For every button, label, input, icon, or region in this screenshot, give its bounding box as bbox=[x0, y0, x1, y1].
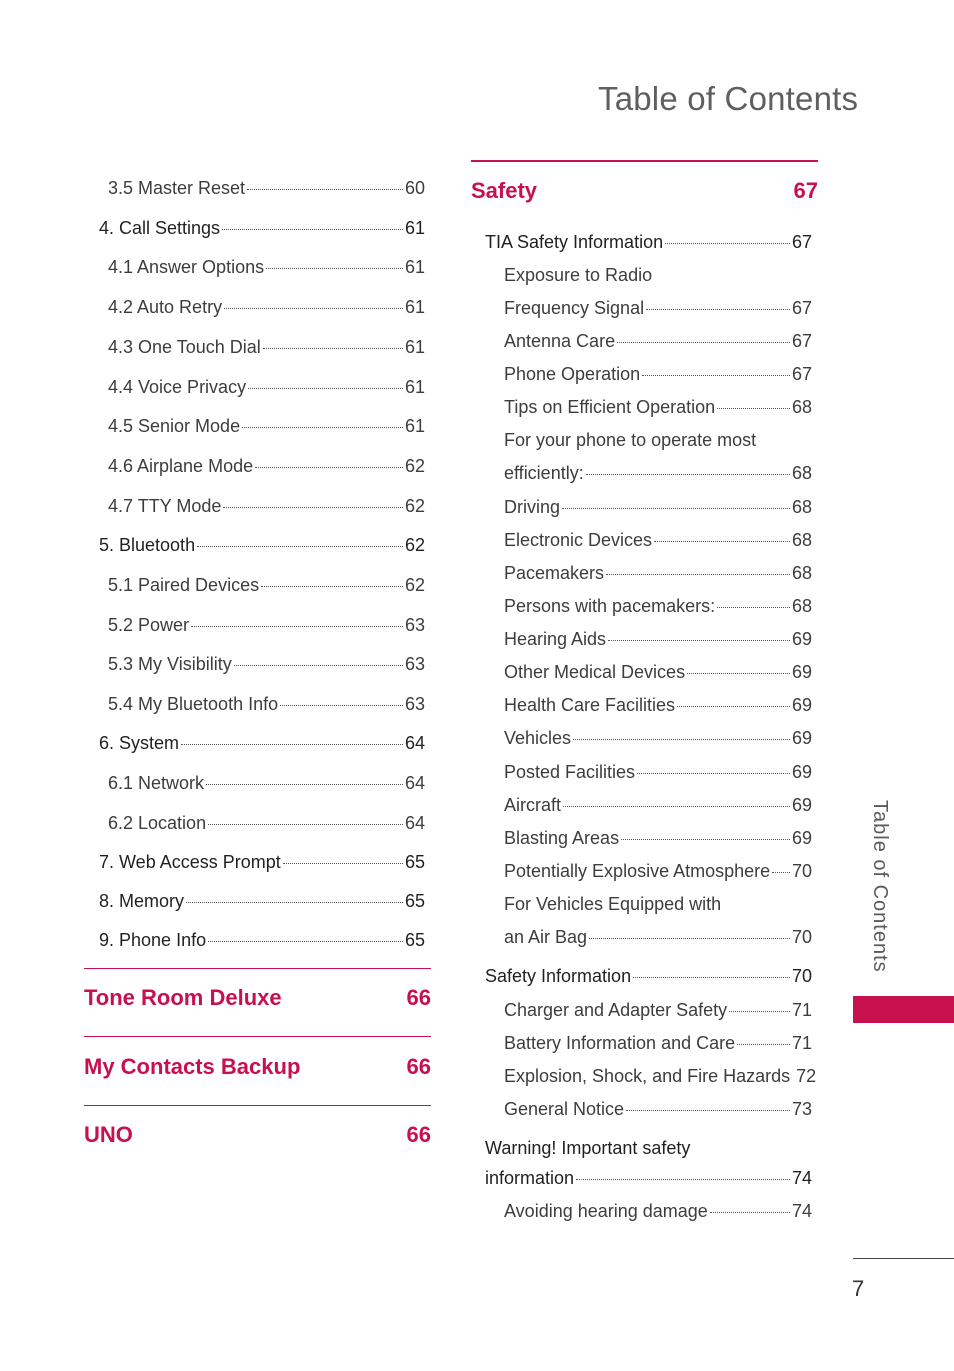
toc-entry-title: Aircraft bbox=[504, 795, 562, 815]
dot-leader bbox=[562, 508, 790, 509]
toc-entry[interactable] bbox=[99, 890, 425, 912]
dot-leader bbox=[621, 839, 790, 840]
toc-entry[interactable] bbox=[485, 1167, 812, 1189]
toc-entry[interactable] bbox=[504, 297, 812, 319]
dot-leader bbox=[642, 375, 790, 376]
toc-entry[interactable] bbox=[108, 693, 425, 715]
toc-entry-page: 60 bbox=[404, 178, 425, 198]
toc-section-my-contacts-backup[interactable] bbox=[84, 1053, 431, 1081]
section-divider bbox=[84, 1036, 431, 1037]
toc-entry-page: 67 bbox=[791, 331, 812, 351]
toc-entry-page: 70 bbox=[791, 966, 812, 986]
dot-leader bbox=[737, 1044, 790, 1045]
toc-entry-page: 61 bbox=[404, 257, 425, 277]
toc-entry-page: 73 bbox=[791, 1099, 812, 1119]
toc-entry[interactable] bbox=[504, 595, 812, 617]
dot-leader bbox=[208, 824, 403, 825]
toc-entry-line bbox=[504, 429, 812, 451]
dot-leader bbox=[266, 268, 403, 269]
toc-entry-title: Hearing Aids bbox=[504, 629, 607, 649]
dot-leader bbox=[234, 665, 403, 666]
toc-entry-page: 63 bbox=[404, 615, 425, 635]
toc-entry[interactable] bbox=[108, 653, 425, 675]
toc-entry-title: Charger and Adapter Safety bbox=[504, 1000, 728, 1020]
toc-entry-page: 69 bbox=[791, 828, 812, 848]
section-page: 67 bbox=[793, 178, 818, 203]
toc-section-uno[interactable] bbox=[84, 1121, 431, 1149]
dot-leader bbox=[242, 427, 403, 428]
section-divider bbox=[84, 1105, 431, 1106]
toc-entry[interactable] bbox=[108, 455, 425, 477]
toc-section-safety[interactable] bbox=[471, 177, 818, 205]
toc-entry[interactable] bbox=[504, 1032, 812, 1054]
toc-entry-page: 62 bbox=[404, 535, 425, 555]
toc-entry-title: Health Care Facilities bbox=[504, 695, 676, 715]
toc-entry-title: 4.3 One Touch Dial bbox=[108, 337, 261, 357]
section-divider bbox=[84, 968, 431, 969]
toc-entry-page: 68 bbox=[791, 596, 812, 616]
section-title: My Contacts Backup bbox=[84, 1054, 301, 1079]
toc-entry-title: Tips on Efficient Operation bbox=[504, 397, 716, 417]
toc-entry-page: 68 bbox=[791, 530, 812, 550]
toc-entry[interactable] bbox=[99, 534, 425, 556]
toc-entry-page: 69 bbox=[791, 728, 812, 748]
toc-entry-title: information bbox=[485, 1168, 575, 1188]
section-title: Safety bbox=[471, 178, 538, 203]
toc-entry-title: Pacemakers bbox=[504, 563, 605, 583]
dot-leader bbox=[191, 626, 403, 627]
toc-entry-title: 3.5 Master Reset bbox=[108, 178, 246, 198]
toc-entry[interactable] bbox=[504, 926, 812, 948]
toc-entry[interactable] bbox=[504, 999, 812, 1021]
toc-entry-page: 62 bbox=[404, 456, 425, 476]
toc-entry-page: 65 bbox=[404, 930, 425, 950]
toc-entry-page: 68 bbox=[791, 463, 812, 483]
toc-entry-page: 61 bbox=[404, 377, 425, 397]
toc-entry-title: Potentially Explosive Atmosphere bbox=[504, 861, 771, 881]
toc-entry[interactable] bbox=[108, 772, 425, 794]
dot-leader bbox=[646, 309, 790, 310]
dot-leader bbox=[280, 705, 403, 706]
dot-leader bbox=[206, 784, 403, 785]
dot-leader bbox=[263, 348, 403, 349]
toc-entry-page: 71 bbox=[791, 1033, 812, 1053]
toc-entry[interactable] bbox=[108, 256, 425, 278]
toc-entry-title: Persons with pacemakers: bbox=[504, 596, 716, 616]
dot-leader bbox=[576, 1179, 790, 1180]
dot-leader bbox=[677, 706, 790, 707]
toc-entry[interactable] bbox=[504, 628, 812, 650]
toc-entry[interactable] bbox=[108, 495, 425, 517]
toc-entry[interactable] bbox=[99, 851, 425, 873]
toc-entry-title: 6. System bbox=[99, 733, 180, 753]
toc-entry-title: For your phone to operate most bbox=[504, 430, 757, 450]
toc-entry-title: 4.4 Voice Privacy bbox=[108, 377, 247, 397]
toc-entry-title: 8. Memory bbox=[99, 891, 185, 911]
dot-leader bbox=[626, 1110, 790, 1111]
footer-divider bbox=[853, 1258, 954, 1259]
toc-entry-title: 5.2 Power bbox=[108, 615, 190, 635]
toc-entry[interactable] bbox=[504, 496, 812, 518]
dot-leader bbox=[687, 673, 790, 674]
toc-entry-title: Warning! Important safety bbox=[485, 1138, 691, 1158]
section-divider bbox=[471, 160, 818, 162]
dot-leader bbox=[717, 607, 790, 608]
dot-leader bbox=[197, 546, 403, 547]
toc-entry-page: 74 bbox=[791, 1201, 812, 1221]
dot-leader bbox=[186, 902, 403, 903]
page-number: 7 bbox=[852, 1276, 865, 1301]
toc-entry-page: 61 bbox=[404, 297, 425, 317]
toc-entry[interactable] bbox=[108, 336, 425, 358]
dot-leader bbox=[589, 938, 790, 939]
toc-entry[interactable] bbox=[504, 860, 812, 882]
toc-entry-page: 62 bbox=[404, 575, 425, 595]
toc-entry-page: 69 bbox=[791, 795, 812, 815]
toc-entry-title: Frequency Signal bbox=[504, 298, 645, 318]
toc-section-tone-room-deluxe[interactable] bbox=[84, 984, 431, 1012]
toc-entry-title: 9. Phone Info bbox=[99, 930, 207, 950]
toc-entry[interactable] bbox=[108, 574, 425, 596]
toc-entry[interactable] bbox=[108, 296, 425, 318]
toc-entry[interactable] bbox=[108, 812, 425, 834]
toc-entry-title: Explosion, Shock, and Fire Hazards bbox=[504, 1066, 791, 1086]
dot-leader bbox=[710, 1212, 790, 1213]
dot-leader bbox=[729, 1011, 790, 1012]
toc-entry-page: 63 bbox=[404, 694, 425, 714]
side-tab-marker bbox=[853, 996, 954, 1023]
toc-entry-title: 5.1 Paired Devices bbox=[108, 575, 260, 595]
section-title: Tone Room Deluxe bbox=[84, 985, 282, 1010]
dot-leader bbox=[248, 388, 403, 389]
toc-entry-line bbox=[485, 1137, 812, 1159]
toc-entry[interactable] bbox=[504, 462, 812, 484]
toc-entry[interactable] bbox=[504, 661, 812, 683]
toc-entry[interactable] bbox=[504, 330, 812, 352]
toc-entry[interactable] bbox=[108, 376, 425, 398]
toc-entry-title: 5. Bluetooth bbox=[99, 535, 196, 555]
toc-entry[interactable] bbox=[108, 415, 425, 437]
toc-entry-title: 7. Web Access Prompt bbox=[99, 852, 281, 872]
toc-entry[interactable] bbox=[504, 761, 812, 783]
toc-entry-page: 61 bbox=[404, 337, 425, 357]
toc-entry-title: 4. Call Settings bbox=[99, 218, 221, 238]
dot-leader bbox=[586, 474, 790, 475]
toc-entry-title: Blasting Areas bbox=[504, 828, 620, 848]
toc-entry[interactable] bbox=[108, 614, 425, 636]
side-tab-label: Table of Contents bbox=[869, 800, 891, 973]
toc-entry-page: 67 bbox=[791, 232, 812, 252]
dot-leader bbox=[606, 574, 790, 575]
toc-entry-title: Electronic Devices bbox=[504, 530, 653, 550]
toc-entry-title: 5.3 My Visibility bbox=[108, 654, 232, 674]
toc-entry-title: Safety Information bbox=[485, 966, 632, 986]
toc-entry-title: Battery Information and Care bbox=[504, 1033, 736, 1053]
toc-entry[interactable] bbox=[504, 794, 812, 816]
toc-entry[interactable] bbox=[504, 363, 812, 385]
toc-entry[interactable] bbox=[504, 1098, 812, 1120]
dot-leader bbox=[222, 229, 403, 230]
toc-entry-title: Vehicles bbox=[504, 728, 572, 748]
toc-entry-page: 64 bbox=[404, 733, 425, 753]
toc-entry[interactable] bbox=[504, 727, 812, 749]
dot-leader bbox=[261, 586, 403, 587]
toc-entry[interactable] bbox=[99, 732, 425, 754]
toc-entry-title: 6.2 Location bbox=[108, 813, 207, 833]
toc-entry[interactable] bbox=[99, 217, 425, 239]
dot-leader bbox=[247, 189, 403, 190]
toc-entry-page: 71 bbox=[791, 1000, 812, 1020]
toc-entry-page: 61 bbox=[404, 416, 425, 436]
toc-entry[interactable] bbox=[504, 396, 812, 418]
toc-entry-page: 70 bbox=[791, 927, 812, 947]
section-page: 66 bbox=[406, 1054, 431, 1079]
dot-leader bbox=[224, 308, 403, 309]
toc-entry[interactable] bbox=[504, 1200, 812, 1222]
dot-leader bbox=[223, 507, 403, 508]
toc-entry-page: 69 bbox=[791, 662, 812, 682]
toc-entry[interactable] bbox=[108, 177, 425, 199]
toc-entry-title: For Vehicles Equipped with bbox=[504, 894, 722, 914]
toc-entry-page: 65 bbox=[404, 852, 425, 872]
section-page: 66 bbox=[406, 985, 431, 1010]
toc-entry-page: 69 bbox=[791, 629, 812, 649]
section-page: 66 bbox=[406, 1122, 431, 1147]
toc-entry-title: 6.1 Network bbox=[108, 773, 205, 793]
dot-leader bbox=[573, 739, 790, 740]
page-title: Table of Contents bbox=[598, 80, 859, 117]
toc-entry-title: 5.4 My Bluetooth Info bbox=[108, 694, 279, 714]
toc-entry[interactable] bbox=[485, 965, 812, 987]
dot-leader bbox=[208, 941, 403, 942]
toc-entry-title: Exposure to Radio bbox=[504, 265, 653, 285]
toc-entry-page: 64 bbox=[404, 813, 425, 833]
toc-entry-title: TIA Safety Information bbox=[485, 232, 664, 252]
toc-entry-title: an Air Bag bbox=[504, 927, 588, 947]
toc-entry-title: 4.2 Auto Retry bbox=[108, 297, 223, 317]
dot-leader bbox=[637, 773, 790, 774]
toc-entry-title: Driving bbox=[504, 497, 561, 517]
dot-leader bbox=[181, 744, 403, 745]
toc-entry[interactable] bbox=[485, 231, 812, 253]
dot-leader bbox=[283, 863, 403, 864]
toc-entry[interactable] bbox=[99, 929, 425, 951]
toc-entry-title: Phone Operation bbox=[504, 364, 641, 384]
toc-entry-title: 4.7 TTY Mode bbox=[108, 496, 222, 516]
toc-entry-title: Other Medical Devices bbox=[504, 662, 686, 682]
toc-entry-page: 63 bbox=[404, 654, 425, 674]
toc-entry[interactable] bbox=[504, 562, 812, 584]
dot-leader bbox=[633, 977, 790, 978]
dot-leader bbox=[654, 541, 790, 542]
toc-entry-page: 61 bbox=[404, 218, 425, 238]
toc-entry-page: 68 bbox=[791, 563, 812, 583]
toc-entry[interactable] bbox=[504, 529, 812, 551]
dot-leader bbox=[717, 408, 790, 409]
toc-entry-title: 4.6 Airplane Mode bbox=[108, 456, 254, 476]
toc-entry-page: 68 bbox=[791, 497, 812, 517]
toc-entry-title: Antenna Care bbox=[504, 331, 616, 351]
toc-entry-title: 4.1 Answer Options bbox=[108, 257, 265, 277]
toc-entry-page: 72 bbox=[796, 1066, 817, 1086]
toc-entry-page: 65 bbox=[404, 891, 425, 911]
toc-entry-page: 64 bbox=[404, 773, 425, 793]
toc-entry[interactable] bbox=[504, 694, 812, 716]
toc-entry-page: 69 bbox=[791, 695, 812, 715]
dot-leader bbox=[772, 872, 790, 873]
toc-entry-line bbox=[504, 264, 812, 286]
toc-entry-line bbox=[504, 893, 812, 915]
toc-entry-page: 68 bbox=[791, 397, 812, 417]
dot-leader bbox=[608, 640, 790, 641]
toc-entry-title: General Notice bbox=[504, 1099, 625, 1119]
toc-entry[interactable] bbox=[504, 827, 812, 849]
dot-leader bbox=[563, 806, 790, 807]
toc-entry-page: 67 bbox=[791, 298, 812, 318]
toc-entry-page: 67 bbox=[791, 364, 812, 384]
toc-entry-title: Posted Facilities bbox=[504, 762, 636, 782]
toc-entry-page: 62 bbox=[404, 496, 425, 516]
toc-entry-title: Avoiding hearing damage bbox=[504, 1201, 708, 1221]
dot-leader bbox=[617, 342, 790, 343]
toc-entry-page: 74 bbox=[791, 1168, 812, 1188]
toc-entry-page: 69 bbox=[791, 762, 812, 782]
dot-leader bbox=[255, 467, 403, 468]
toc-entry[interactable] bbox=[504, 1065, 817, 1087]
dot-leader bbox=[665, 243, 790, 244]
section-title: UNO bbox=[84, 1122, 133, 1147]
toc-entry-title: efficiently: bbox=[504, 463, 584, 483]
toc-entry-page: 70 bbox=[791, 861, 812, 881]
toc-entry-title: 4.5 Senior Mode bbox=[108, 416, 241, 436]
